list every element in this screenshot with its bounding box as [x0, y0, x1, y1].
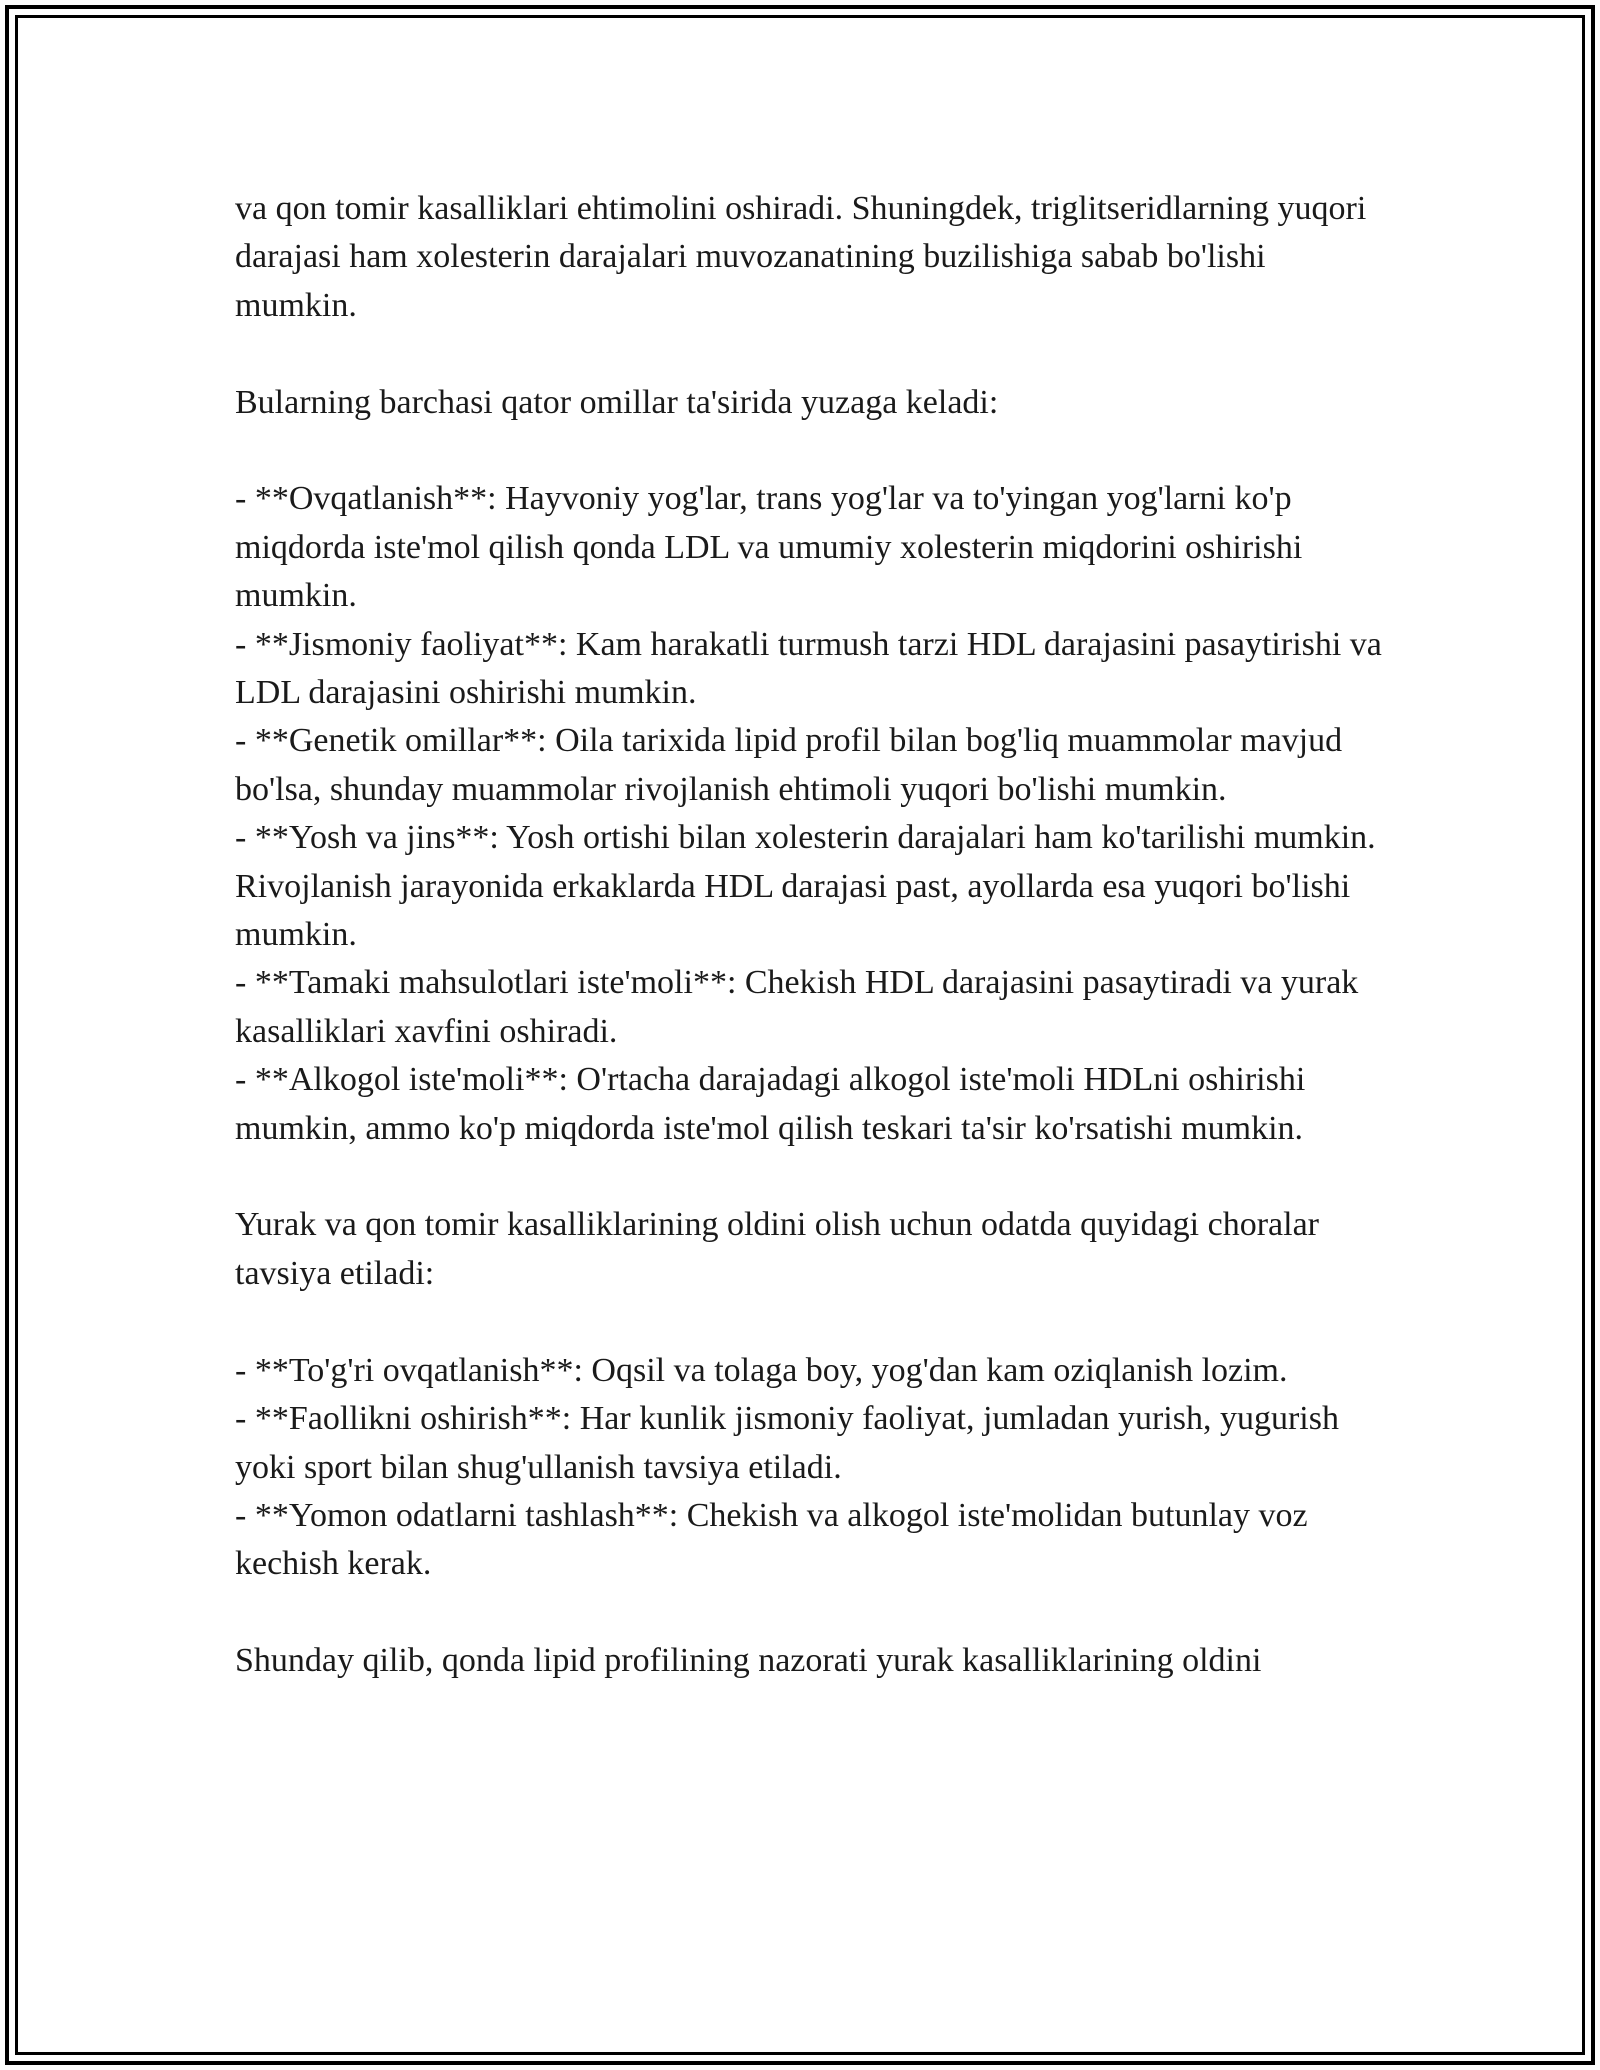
list-item: - **Alkogol iste'moli**: O'rtacha darajadagi alkogol iste'moli HDLni oshirishi mumkin, ammo ko'p miqdorda iste'mol qilish teskari ta'sir ko'rsatishi mumkin.: [235, 1061, 1314, 1147]
paragraph-spacer: [235, 1298, 1385, 1346]
document-body: [235, 185, 1391, 1686]
list-item: - **Jismoniy faoliyat**: Kam harakatli turmush tarzi HDL darajasini pasaytirishi va LDL darajasini oshirishi mumkin.: [235, 625, 1391, 712]
factors-heading: Bularning barchasi qator omillar ta'sirida yuzaga keladi:: [235, 383, 999, 421]
paragraph-spacer: [235, 1153, 1385, 1201]
conclusion-paragraph: Shunday qilib, qonda lipid profilining nazorati yurak kasalliklarining oldini: [235, 1642, 1262, 1680]
intro-paragraph: va qon tomir kasalliklari ehtimolini oshiradi. Shuningdek, triglitseridlarning yuqori darajasi ham xolesterin darajalari muvozanatining buzilishiga sabab bo'lishi mumkin.: [235, 190, 1375, 324]
paragraph-spacer: [235, 427, 1385, 475]
list-item: - **Tamaki mahsulotlari iste'moli**: Chekish HDL darajasini pasaytiradi va yurak kasalliklari xavfini oshiradi.: [235, 964, 1367, 1050]
list-item: - **Yomon odatlarni tashlash**: Chekish va alkogol iste'molidan butunlay voz kechish kerak.: [235, 1496, 1317, 1583]
paragraph-spacer: [235, 330, 1385, 378]
list-item: - **Faollikni oshirish**: Har kunlik jismoniy faoliyat, jumladan yurish, yugurish yoki sport bilan shug'ullanish tavsiya etiladi.: [235, 1400, 1348, 1486]
list-item: - **Yosh va jins**: Yosh ortishi bilan xolesterin darajalari ham ko'tarilishi mumkin. Rivojlanish jarayonida erkaklarda HDL darajasi past, ayollarda esa yuqori bo'lishi mumkin.: [235, 819, 1385, 954]
paragraph-spacer: [235, 1589, 1385, 1637]
measures-heading: Yurak va qon tomir kasalliklarining oldini olish uchun odatda quyidagi choralar tavsiya etiladi:: [235, 1206, 1328, 1292]
list-item: - **Genetik omillar**: Oila tarixida lipid profil bilan bog'liq muammolar mavjud bo'lsa, shunday muammolar rivojlanish ehtimoli yuqori bo'lishi mumkin.: [235, 722, 1351, 808]
list-item: - **Ovqatlanish**: Hayvoniy yog'lar, trans yog'lar va to'yingan yog'larni ko'p miqdorda iste'mol qilish qonda LDL va umumiy xolesterin miqdorini oshirishi mumkin.: [235, 480, 1311, 615]
list-item: - **To'g'ri ovqatlanish**: Oqsil va tolaga boy, yog'dan kam oziqlanish lozim.: [235, 1351, 1288, 1389]
